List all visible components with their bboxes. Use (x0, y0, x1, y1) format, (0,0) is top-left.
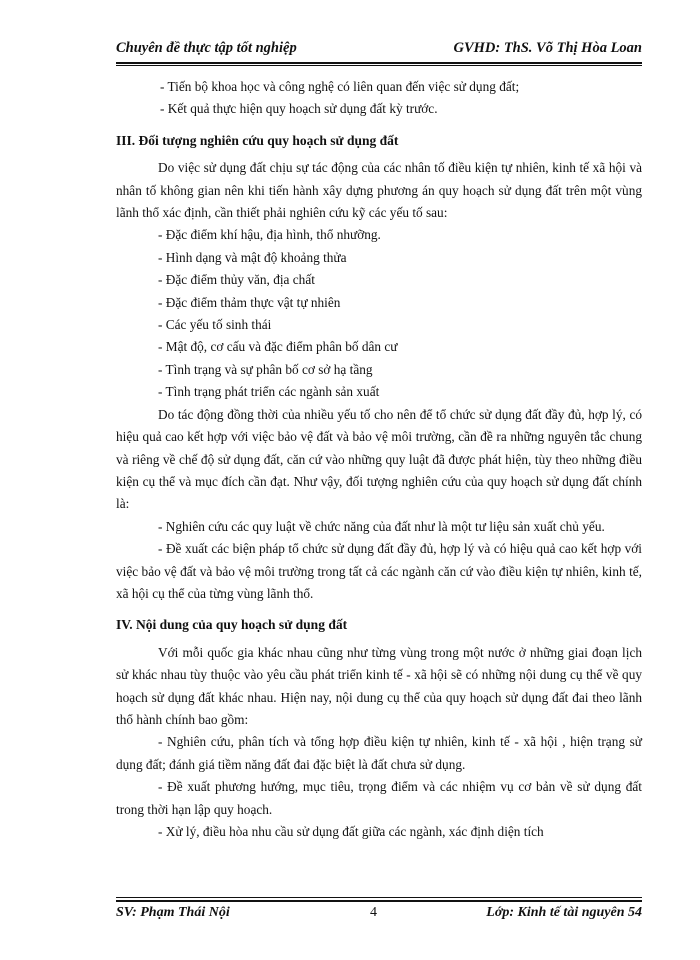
header-supervisor: GVHD: ThS. Võ Thị Hòa Loan (453, 40, 642, 56)
footer-rule (116, 900, 642, 902)
section-heading-4: IV. Nội dung của quy hoạch sử dụng đất (116, 617, 348, 633)
factor-item: - Tình trạng và sự phân bố cơ sở hạ tầng (158, 361, 373, 377)
paragraph: Với mỗi quốc gia khác nhau cũng như từng vùng trong một nước ở những giai đoạn lịch sử khác nhau tùy thuộc vào yêu cầu phát triển kinh tế - xã hội sẽ có những nội dung cụ thể về quy hoạch sử dụng đất khác nhau. Hiện nay, nội dung cụ thể của quy hoạch sử dụng đất đai theo lãnh thổ hành chính bao gồm: (116, 644, 642, 727)
footer-rule-thin (116, 897, 642, 898)
bullet-paragraph: - Đề xuất phương hướng, mục tiêu, trọng điểm và các nhiệm vụ cơ bản về sử dụng đất trong thời hạn lập quy hoạch. (116, 779, 642, 817)
paragraph: Do tác động đồng thời của nhiều yếu tố cho nên để tổ chức sử dụng đất đầy đủ, hợp lý, có hiệu quả cao kết hợp với việc bảo vệ đất và bảo vệ môi trường, cần đề ra những nguyên tắc chung và riêng về chế độ sử dụng đất, căn cứ vào những quy luật đã được phát hiện, tùy theo những điều kiện cụ thể và mục đích cần đạt. Như vậy, đối tượng nghiên cứu của quy hoạch sử dụng đất chính là: (116, 406, 642, 512)
section-heading-3: III. Đối tượng nghiên cứu quy hoạch sử dụng đất (116, 132, 399, 148)
header-thesis-title: Chuyên đề thực tập tốt nghiệp (116, 40, 297, 56)
factor-item: - Các yếu tố sinh thái (158, 317, 272, 333)
factor-item: - Đặc điểm thủy văn, địa chất (158, 272, 315, 288)
bullet-paragraph: - Xử lý, điều hòa nhu cầu sử dụng đất giữa các ngành, xác định diện tích (158, 824, 544, 839)
page-number: 4 (370, 905, 377, 920)
factor-item: - Hình dạng và mật độ khoảng thửa (158, 249, 347, 265)
footer-student: SV: Phạm Thái Nội (116, 905, 230, 920)
header-rule (116, 62, 642, 64)
page-footer (116, 905, 642, 927)
factor-item: - Tình trạng phát triển các ngành sản xuất (158, 384, 380, 400)
bullet-paragraph: - Nghiên cứu, phân tích và tổng hợp điều kiện tự nhiên, kinh tế - xã hội , hiện trạng sử dụng đất; đánh giá tiềm năng đất đai đặc biệt là đất chưa sử dụng. (116, 734, 642, 772)
list-item: - Kết quả thực hiện quy hoạch sử dụng đất kỳ trước. (160, 101, 438, 117)
page-header (116, 40, 642, 62)
factor-item: - Đặc điểm thảm thực vật tự nhiên (158, 294, 341, 310)
footer-class: Lớp: Kinh tế tài nguyên 54 (486, 905, 642, 920)
factor-item: - Đặc điểm khí hậu, địa hình, thổ nhưỡng. (158, 227, 381, 243)
bullet-paragraph: - Đề xuất các biện pháp tổ chức sử dụng đất đầy đủ, hợp lý và có hiệu quả cao kết hợp với việc bảo vệ đất và bảo vệ môi trường trong tất cả các ngành căn cứ vào điều kiện tự nhiên, kinh tế, xã hội cụ thể của từng vùng lãnh thổ. (116, 541, 642, 601)
page-body (116, 76, 642, 843)
bullet-paragraph: - Nghiên cứu các quy luật về chức năng của đất như là một tư liệu sản xuất chủ yếu. (158, 518, 605, 534)
list-item: - Tiến bộ khoa học và công nghệ có liên quan đến việc sử dụng đất; (160, 79, 520, 94)
factor-item: - Mật độ, cơ cấu và đặc điểm phân bố dân cư (158, 339, 398, 355)
header-rule-thin (116, 65, 642, 66)
paragraph: Do việc sử dụng đất chịu sự tác động của các nhân tố điều kiện tự nhiên, kinh tế xã hội và nhân tố không gian nên khi tiến hành xây dựng phương án quy hoạch sử dụng đất trên một vùng lãnh thổ xác định, cần thiết phải nghiên cứu kỹ các yếu tố sau: (116, 160, 642, 221)
